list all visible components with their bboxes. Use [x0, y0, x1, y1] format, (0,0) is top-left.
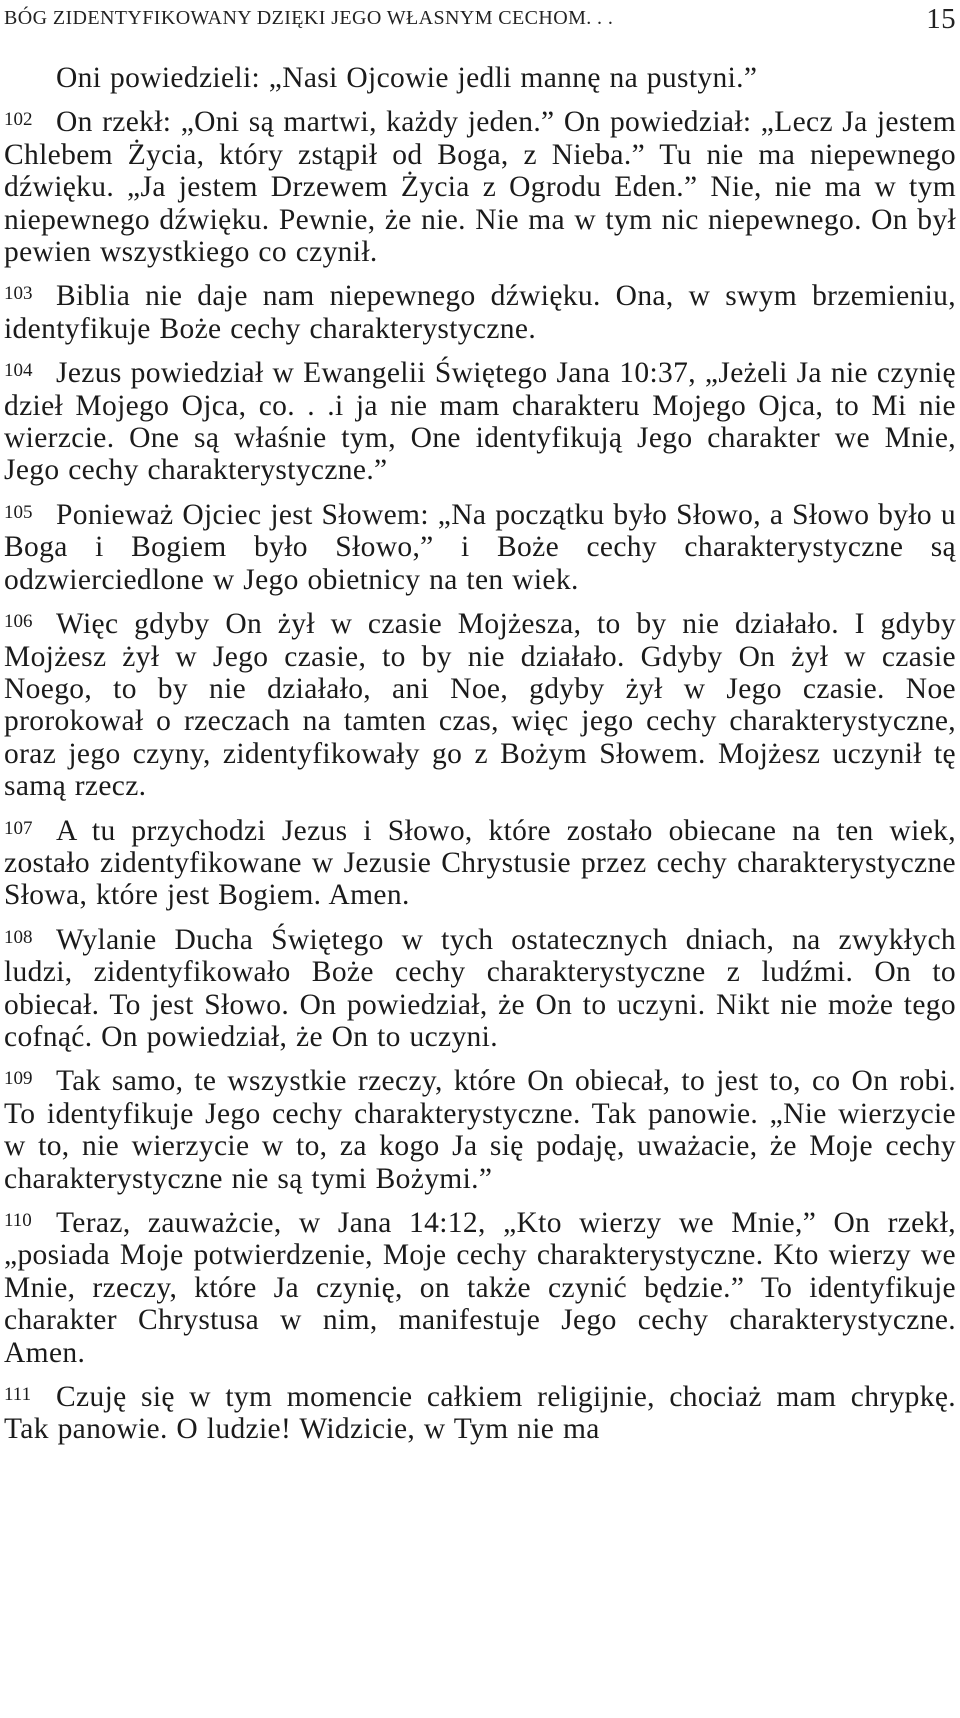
page-number: 15	[926, 3, 956, 35]
paragraph-number: 108	[4, 926, 33, 948]
body-text	[4, 62, 956, 1456]
paragraph-104	[4, 355, 956, 487]
paragraph-text: Więc gdyby On żył w czasie Mojżesza, to by nie działało. I gdyby Mojżesz żył w Jego czasie, to by nie działało. Gdyby On żył w czasie Noego, to by nie działało, ani Noe, gdyby żył w Jego czasie. Noe prorokował o rzeczach na tamten czas, więc jego cechy charakterystyczne, oraz jego czyny, zidentyfikowały go z Bożym Słowem. Mojżesz uczynił tę samą rzecz.	[4, 608, 956, 803]
paragraph-number: 111	[4, 1384, 32, 1406]
paragraph-number: 109	[4, 1068, 33, 1090]
paragraph-number: 103	[4, 283, 33, 305]
running-header	[4, 5, 956, 35]
paragraph-105	[4, 497, 956, 596]
paragraph-continuation	[4, 62, 956, 94]
paragraph-102	[4, 104, 956, 268]
paragraph-108	[4, 922, 956, 1054]
paragraph-number: 107	[4, 817, 33, 839]
paragraph-number: 102	[4, 109, 33, 131]
paragraph-number: 104	[4, 360, 33, 382]
paragraph-text: Tak samo, te wszystkie rzeczy, które On obiecał, to jest to, co On robi. To identyfikuje Jego cechy charakterystyczne. Tak panowie. „Nie wierzycie w to, nie wierzycie w to, za kogo Ja się podaję, uważacie, że Moje cechy charakterystyczne nie są tymi Bożymi.”	[4, 1065, 956, 1195]
paragraph-106	[4, 606, 956, 802]
paragraph-text: Czuję się w tym momencie całkiem religijnie, chociaż mam chrypkę. Tak panowie. O ludzie! Widzicie, w Tym nie ma	[4, 1381, 956, 1446]
paragraph-107	[4, 813, 956, 912]
paragraph-text: On rzekł: „Oni są martwi, każdy jeden.” On powiedział: „Lecz Ja jestem Chlebem Życia, który zstąpił od Boga, z Nieba.” Tu nie ma niepewnego dźwięku. „Ja jestem Drzewem Życia z Ogrodu Eden.” Nie, nie ma w tym niepewnego dźwięku. Pewnie, że nie. Nie ma w tym nic niepewnego. On był pewien wszystkiego co czynił.	[4, 106, 956, 269]
paragraph-103	[4, 278, 956, 345]
header-title: BÓG ZIDENTYFIKOWANY DZIĘKI JEGO WŁASNYM CECHOM. . .	[4, 7, 614, 29]
paragraph-text: Jezus powiedział w Ewangelii Świętego Jana 10:37, „Jeżeli Ja nie czynię dzieł Mojego Ojca, co. . .i ja nie mam charakteru Mojego Ojca, to Mi nie wierzcie. One są właśnie tym, One identyfikują Jego charakter we Mnie, Jego cechy charakterystyczne.”	[4, 357, 956, 487]
paragraph-number: 106	[4, 611, 33, 633]
paragraph-text: Ponieważ Ojciec jest Słowem: „Na początku było Słowo, a Słowo było u Boga i Bogiem było Słowo,” i Boże cechy charakterystyczne są odzwierciedlone w Jego obietnicy na ten wiek.	[4, 498, 956, 596]
paragraph-110	[4, 1205, 956, 1369]
paragraph-text: Biblia nie daje nam niepewnego dźwięku. Ona, w swym brzemieniu, identyfikuje Boże cechy charakterystyczne.	[4, 280, 956, 345]
paragraph-number: 110	[4, 1210, 32, 1231]
paragraph-text: Teraz, zauważcie, w Jana 14:12, „Kto wierzy we Mnie,” On rzekł, „posiada Moje potwierdzenie, Moje cechy charakterystyczne. Kto wierzy we Mnie, rzeczy, które Ja czynię, on także czynić będzie.” To identyfikuje charakter Chrystusa w nim, manifestuje Jego cechy charakterystyczne. Amen.	[4, 1207, 956, 1369]
paragraph-text: A tu przychodzi Jezus i Słowo, które zostało obiecane na ten wiek, zostało zidentyfikowane w Jezusie Chrystusie przez cechy charakterystyczne Słowa, które jest Bogiem. Amen.	[4, 814, 956, 912]
paragraph-text: Wylanie Ducha Świętego w tych ostatecznych dniach, na zwykłych ludzi, zidentyfikowało Boże cechy charakterystyczne z ludźmi. On to obiecał. To jest Słowo. On powiedział, że On to uczyni. Nikt nie może tego cofnąć. On powiedział, że On to uczyni.	[4, 923, 956, 1053]
paragraph-109	[4, 1063, 956, 1195]
paragraph-number: 105	[4, 501, 33, 523]
paragraph-111	[4, 1379, 956, 1446]
paragraph-text: Oni powiedzieli: „Nasi Ojcowie jedli mannę na pustyni.”	[56, 62, 758, 94]
